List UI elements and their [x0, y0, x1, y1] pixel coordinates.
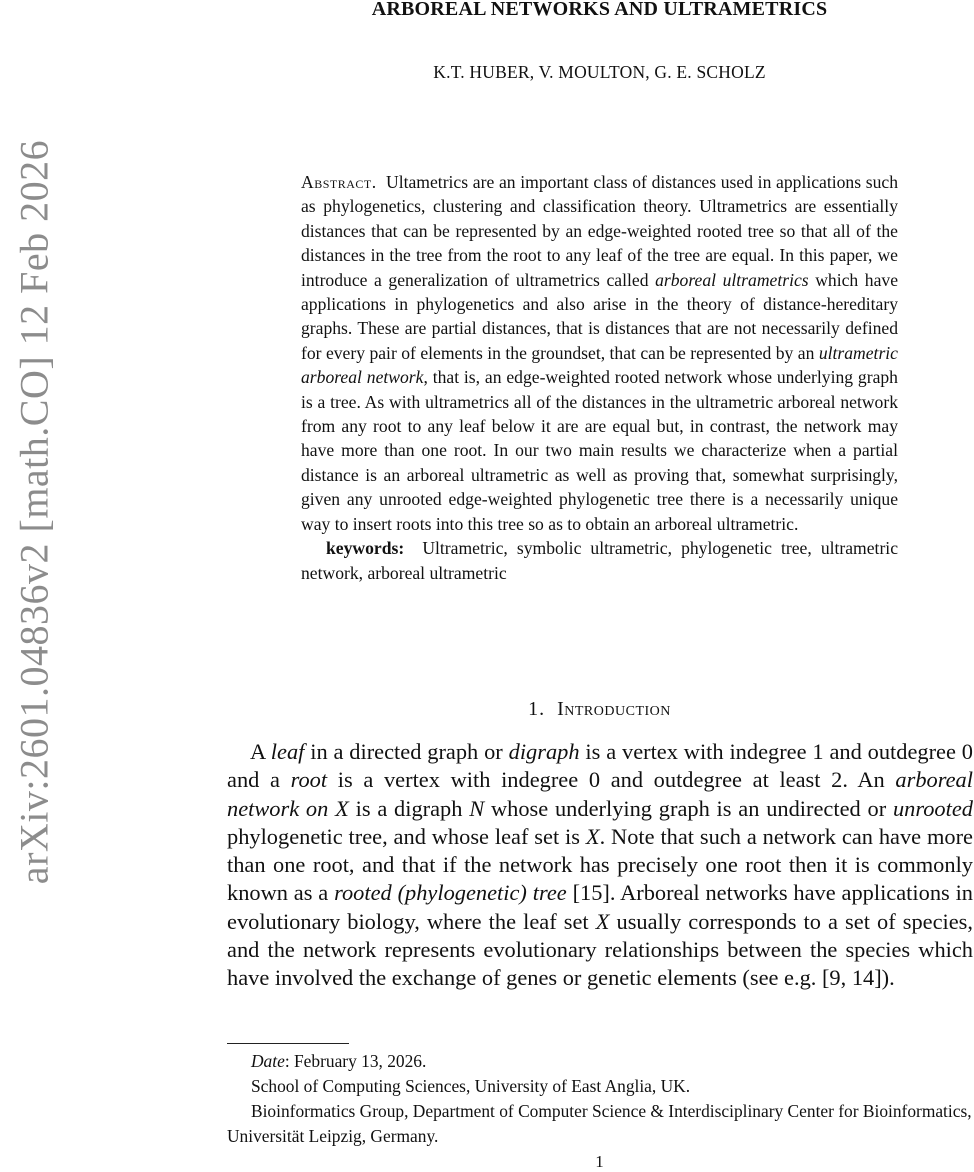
- keywords: [301, 536, 898, 585]
- keywords-label: keywords:: [326, 538, 405, 559]
- footnote-rule: [227, 1043, 349, 1044]
- intro-term: arboreal network on X: [227, 767, 973, 821]
- page-number: 1: [595, 1152, 604, 1171]
- abstract-text-3: , that is, an edge-weighted rooted network whose underlying graph is a tree. As with ultrametrics all of the distances in the ultrametric arboreal network from any root to any leaf below it are are equal but, in contrast, the network may have more than one root. In our two main results we characterize when a partial distance is an arboreal ultrametric as well as proving that, somewhat surprisingly, given any unrooted edge-weighted phylogenetic tree there is a necessarily unique way to insert roots into this tree so as to obtain an arboreal ultrametric.: [301, 367, 898, 534]
- intro-text: . Note that such a network can have more than one root, and that if the network has precisely one root then it is commonly known as a: [227, 823, 973, 906]
- abstract-text-1: Ultametrics are an important class of distances used in applications such as phylogenetics, clustering and classification theory. Ultrametrics are essentially distances that can be represented by an edge-weighted rooted tree so that all of the distances in the tree from the root to any leaf of the tree are equal. In this paper, we introduce a generalization of ultrametrics called: [301, 172, 899, 290]
- paper-title: ARBOREAL NETWORKS AND ULTRAMETRICS: [371, 0, 828, 20]
- intro-text: [15]. Arboreal networks have applications in evolutionary biology, where the leaf set: [227, 880, 973, 934]
- paper-authors: K.T. HUBER, V. MOULTON, G. E. SCHOLZ: [433, 62, 766, 82]
- footnote-affiliation-2: Bioinformatics Group, Department of Computer Science & Interdisciplinary Center for Bioinformatics, Universität Leipzig, Germany.: [227, 1101, 972, 1146]
- intro-text: A: [250, 739, 265, 764]
- abstract-label: Abstract.: [301, 172, 377, 192]
- abstract-paragraph: [301, 170, 898, 536]
- date-label: Date: [251, 1051, 285, 1071]
- keywords-text: Ultrametric, symbolic ultrametric, phylogenetic tree, ultrametric network, arboreal ultrametric: [301, 538, 898, 583]
- abstract-text-2: which have applications in phylogenetics and also arise in the theory of distance-hereditary graphs. These are partial distances, that is distances that are not necessarily defined for every pair of elements in the groundset, that can be represented by an: [301, 269, 899, 363]
- intro-text: is a vertex with indegree 0 and outdegree at least 2. An: [337, 767, 885, 793]
- section-heading: [225, 698, 974, 721]
- intro-term: X: [585, 823, 600, 849]
- arxiv-identifier: arXiv:2601.04836v2 [math.CO] 12 Feb 2026: [11, 139, 57, 885]
- intro-term: N: [469, 795, 485, 821]
- intro-term: X: [595, 908, 610, 934]
- introduction-paragraph: [227, 738, 973, 993]
- intro-term: root: [290, 767, 328, 793]
- abstract: [301, 170, 898, 585]
- abstract-term-arboreal-ultrametrics: arboreal ultrametrics: [655, 269, 809, 290]
- intro-text: is a digraph: [355, 795, 463, 821]
- intro-term: rooted (phylogenetic) tree: [334, 880, 567, 906]
- intro-term: digraph: [508, 739, 580, 764]
- arxiv-sidebar: [0, 0, 60, 1168]
- intro-term: leaf: [270, 739, 305, 764]
- footnote-affiliation-1: School of Computing Sciences, University of East Anglia, UK.: [251, 1076, 691, 1096]
- intro-text: in a directed graph or: [310, 739, 503, 764]
- introduction-body: [227, 738, 973, 993]
- intro-text: usually corresponds to a set of species, and the network represents evolutionary relationships between the species which have involved the exchange of genes or genetic elements (see e.g. [9, 14]).: [227, 908, 973, 991]
- section-number: 1.: [528, 698, 546, 720]
- date-value: : February 13, 2026.: [284, 1051, 427, 1071]
- abstract-term-ultrametric-arboreal-network: ultrametric arboreal network: [301, 342, 898, 388]
- intro-text: is a vertex with indegree 1 and outdegree 0 and a: [227, 739, 973, 793]
- footnote-date: [227, 1049, 973, 1074]
- footnotes: [227, 1049, 973, 1149]
- intro-text: whose underlying graph is an undirected or: [490, 795, 887, 821]
- section-title: Introduction: [557, 698, 671, 720]
- intro-text: phylogenetic tree, and whose leaf set is: [227, 823, 580, 849]
- intro-term: unrooted: [892, 795, 973, 821]
